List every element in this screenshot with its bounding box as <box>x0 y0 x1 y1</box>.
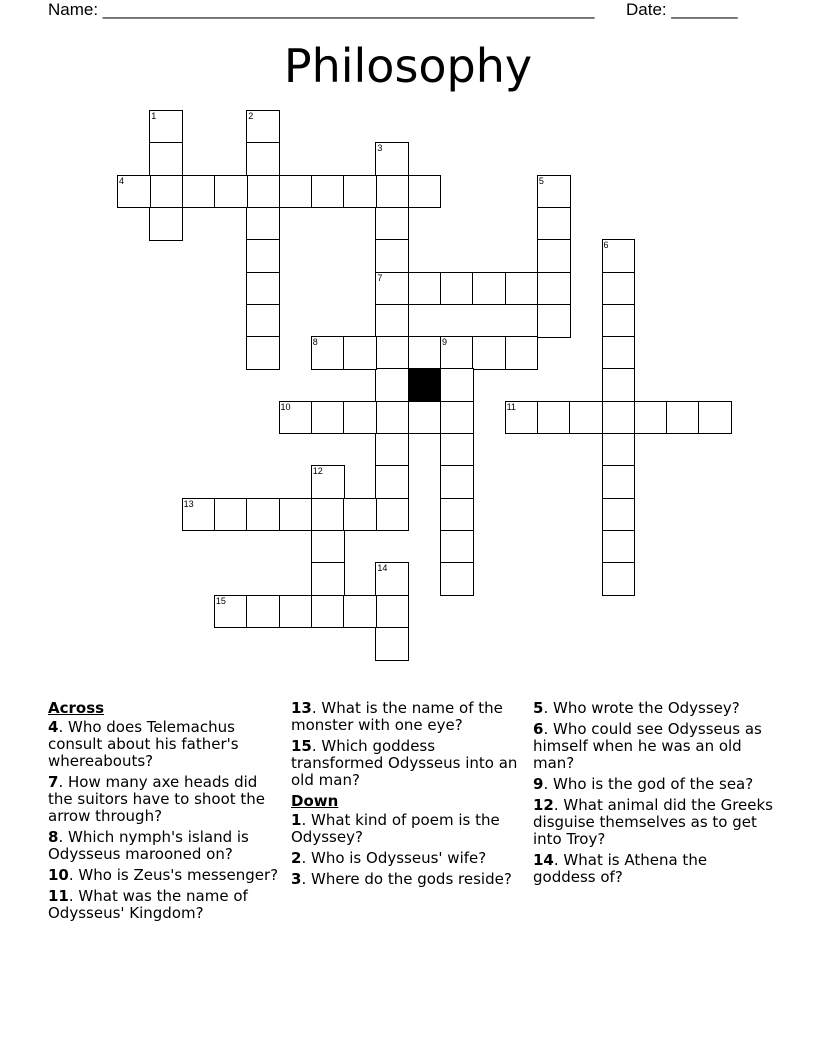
down-clue-1: 1. What kind of poem is the Odyssey? <box>291 811 500 846</box>
cell-number: 10 <box>280 401 291 412</box>
grid-cell[interactable] <box>537 239 571 273</box>
grid-cell[interactable] <box>375 336 409 370</box>
across-clue-15: 15. Which goddess transformed Odysseus into an old man? <box>291 737 518 789</box>
grid-cell[interactable] <box>537 401 571 435</box>
down-clue-14: 14. What is Athena the goddess of? <box>533 851 708 886</box>
down-clue-2: 2. Who is Odysseus' wife? <box>291 849 487 867</box>
grid-cell[interactable] <box>602 368 636 402</box>
clue-number: 10 <box>48 866 69 884</box>
grid-cell[interactable] <box>375 207 409 241</box>
grid-cell[interactable] <box>246 207 280 241</box>
grid-cell[interactable] <box>698 401 732 435</box>
grid-cell[interactable] <box>375 304 409 338</box>
across-clue-7: 7. How many axe heads did the suitors have to shoot the arrow through? <box>48 773 266 825</box>
grid-cell[interactable] <box>279 401 313 435</box>
down-heading: Down <box>291 792 339 810</box>
grid-cell[interactable] <box>246 304 280 338</box>
grid-cell[interactable] <box>246 239 280 273</box>
grid-cell[interactable] <box>440 562 474 596</box>
grid-cell[interactable] <box>602 239 636 273</box>
grid-cell[interactable] <box>440 530 474 564</box>
clue-text: Who is Odysseus' wife? <box>310 849 487 867</box>
grid-cell[interactable] <box>246 595 280 629</box>
grid-cell[interactable] <box>666 401 700 435</box>
clue-text: Who is the god of the sea? <box>552 775 754 793</box>
grid-cell[interactable] <box>440 368 474 402</box>
grid-cell[interactable] <box>440 272 474 306</box>
grid-cell[interactable] <box>375 368 409 402</box>
cell-number: 1 <box>151 111 157 121</box>
clue-text: Who does Telemachus consult about his father's whereabouts? <box>48 718 239 770</box>
clue-column-3 <box>533 700 773 890</box>
grid-cell[interactable] <box>311 175 345 209</box>
grid-cell[interactable] <box>343 175 377 209</box>
clue-text: What kind of poem is the Odyssey? <box>291 811 500 846</box>
across-clue-11: 11. What was the name of Odysseus' Kingdom? <box>48 887 248 922</box>
date-field-label[interactable]: Date: _______ <box>626 0 738 19</box>
grid-cell[interactable] <box>149 142 183 176</box>
grid-cell[interactable] <box>537 272 571 306</box>
across-clue-8: 8. Which nymph's island is Odysseus marooned on? <box>48 828 249 863</box>
grid-cell[interactable] <box>343 595 377 629</box>
grid-cell[interactable] <box>602 401 636 435</box>
clue-text: What was the name of Odysseus' Kingdom? <box>48 887 248 922</box>
grid-cell[interactable] <box>408 401 442 435</box>
grid-cell[interactable] <box>343 401 377 435</box>
grid-cell[interactable] <box>602 530 636 564</box>
grid-cell[interactable] <box>311 336 345 370</box>
grid-cell[interactable] <box>375 142 409 176</box>
cell-number: 4 <box>119 175 125 186</box>
cell-number: 9 <box>442 337 448 348</box>
grid-cell[interactable] <box>214 175 248 209</box>
grid-cell[interactable] <box>602 304 636 338</box>
name-field-label[interactable]: Name: ____________________________________________________ <box>48 0 595 19</box>
down-clue-5: 5. Who wrote the Odyssey? <box>533 699 740 717</box>
grid-cell[interactable] <box>311 498 345 532</box>
across-clue-10: 10. Who is Zeus's messenger? <box>48 866 279 884</box>
grid-cell[interactable] <box>537 207 571 241</box>
grid-cell[interactable] <box>537 304 571 338</box>
grid-cell[interactable] <box>117 175 151 209</box>
grid-cell[interactable] <box>505 272 539 306</box>
clue-number: 13 <box>291 699 312 717</box>
clue-text: Who is Zeus's messenger? <box>78 866 279 884</box>
clue-number: 3 <box>291 870 302 888</box>
grid-cell[interactable] <box>182 498 216 532</box>
clue-number: 14 <box>533 851 554 869</box>
grid-cell[interactable] <box>246 175 280 209</box>
grid-cell[interactable] <box>634 401 668 435</box>
grid-cell[interactable] <box>311 465 345 499</box>
grid-cell[interactable] <box>214 498 248 532</box>
down-clue-3: 3. Where do the gods reside? <box>291 870 512 888</box>
clue-number: 12 <box>533 796 554 814</box>
shaded-cell <box>408 368 442 402</box>
grid-cell[interactable] <box>375 272 409 306</box>
cell-number: 13 <box>183 498 194 509</box>
clue-number: 7 <box>48 773 59 791</box>
grid-cell[interactable] <box>343 336 377 370</box>
grid-cell[interactable] <box>182 175 216 209</box>
grid-cell[interactable] <box>149 110 183 144</box>
down-clue-9: 9. Who is the god of the sea? <box>533 775 754 793</box>
clue-number: 9 <box>533 775 544 793</box>
cell-number: 6 <box>603 240 609 251</box>
grid-cell[interactable] <box>375 401 409 435</box>
grid-cell[interactable] <box>375 595 409 629</box>
grid-cell[interactable] <box>602 336 636 370</box>
grid-cell[interactable] <box>246 336 280 370</box>
grid-cell[interactable] <box>375 239 409 273</box>
grid-cell[interactable] <box>602 465 636 499</box>
clue-text: Which goddess transformed Odysseus into an old man? <box>291 737 518 789</box>
grid-cell[interactable] <box>569 401 603 435</box>
clue-text: How many axe heads did the suitors have to shoot the arrow through? <box>48 773 266 825</box>
clue-number: 2 <box>291 849 302 867</box>
grid-cell[interactable] <box>440 498 474 532</box>
grid-cell[interactable] <box>246 110 280 144</box>
down-clue-6: 6. Who could see Odysseus as himself when he was an old man? <box>533 720 762 772</box>
clue-column-2 <box>291 700 527 892</box>
clue-text: What animal did the Greeks disguise themselves as to get into Troy? <box>533 796 773 848</box>
grid-cell[interactable] <box>472 272 506 306</box>
across-clue-13: 13. What is the name of the monster with one eye? <box>291 699 503 734</box>
cell-number: 14 <box>377 563 388 574</box>
cell-number: 11 <box>506 401 516 412</box>
cell-number: 3 <box>377 143 383 154</box>
grid-cell[interactable] <box>279 498 313 532</box>
grid-cell[interactable] <box>440 433 474 467</box>
across-clue-4: 4. Who does Telemachus consult about his father's whereabouts? <box>48 718 239 770</box>
grid-cell[interactable] <box>440 465 474 499</box>
grid-cell[interactable] <box>472 336 506 370</box>
grid-cell[interactable] <box>311 562 345 596</box>
clue-number: 5 <box>533 699 544 717</box>
cell-number: 15 <box>215 595 226 606</box>
grid-cell[interactable] <box>440 336 474 370</box>
clue-number: 1 <box>291 811 302 829</box>
clue-text: What is the name of the monster with one eye? <box>291 699 503 734</box>
clue-number: 4 <box>48 718 59 736</box>
clue-number: 6 <box>533 720 544 738</box>
grid-cell[interactable] <box>311 401 345 435</box>
down-clue-12: 12. What animal did the Greeks disguise themselves as to get into Troy? <box>533 796 773 848</box>
grid-cell[interactable] <box>279 595 313 629</box>
grid-cell[interactable] <box>149 175 183 209</box>
grid-cell[interactable] <box>375 562 409 596</box>
grid-cell[interactable] <box>375 627 409 661</box>
clue-text: Who wrote the Odyssey? <box>552 699 740 717</box>
grid-cell[interactable] <box>375 498 409 532</box>
grid-cell[interactable] <box>311 530 345 564</box>
clue-number: 15 <box>291 737 312 755</box>
grid-cell[interactable] <box>537 175 571 209</box>
grid-cell[interactable] <box>602 433 636 467</box>
grid-cell[interactable] <box>375 175 409 209</box>
clue-text: Who could see Odysseus as himself when he was an old man? <box>533 720 762 772</box>
cell-number: 7 <box>377 272 383 283</box>
grid-cell[interactable] <box>602 498 636 532</box>
grid-cell[interactable] <box>375 465 409 499</box>
grid-cell[interactable] <box>408 175 442 209</box>
grid-cell[interactable] <box>505 401 539 435</box>
grid-cell[interactable] <box>149 207 183 241</box>
cell-number: 2 <box>248 111 254 121</box>
cell-number: 5 <box>538 175 544 186</box>
grid-cell[interactable] <box>343 498 377 532</box>
clue-text: Where do the gods reside? <box>310 870 512 888</box>
grid-cell[interactable] <box>602 272 636 306</box>
grid-cell[interactable] <box>246 498 280 532</box>
grid-cell[interactable] <box>505 336 539 370</box>
grid-cell[interactable] <box>214 595 248 629</box>
clue-number: 8 <box>48 828 59 846</box>
clue-text: What is Athena the goddess of? <box>533 851 708 886</box>
grid-cell[interactable] <box>246 272 280 306</box>
grid-cell[interactable] <box>246 142 280 176</box>
page-title: Philosophy <box>283 39 533 93</box>
grid-cell[interactable] <box>408 272 442 306</box>
clue-column-1 <box>48 700 284 926</box>
grid-cell[interactable] <box>375 433 409 467</box>
across-heading: Across <box>48 699 105 717</box>
grid-cell[interactable] <box>440 401 474 435</box>
grid-cell[interactable] <box>311 595 345 629</box>
clue-number: 11 <box>48 887 69 905</box>
clue-text: Which nymph's island is Odysseus marooned on? <box>48 828 249 863</box>
cell-number: 12 <box>312 466 323 477</box>
grid-cell[interactable] <box>602 562 636 596</box>
grid-cell[interactable] <box>408 336 442 370</box>
grid-cell[interactable] <box>279 175 313 209</box>
cell-number: 8 <box>312 337 318 348</box>
